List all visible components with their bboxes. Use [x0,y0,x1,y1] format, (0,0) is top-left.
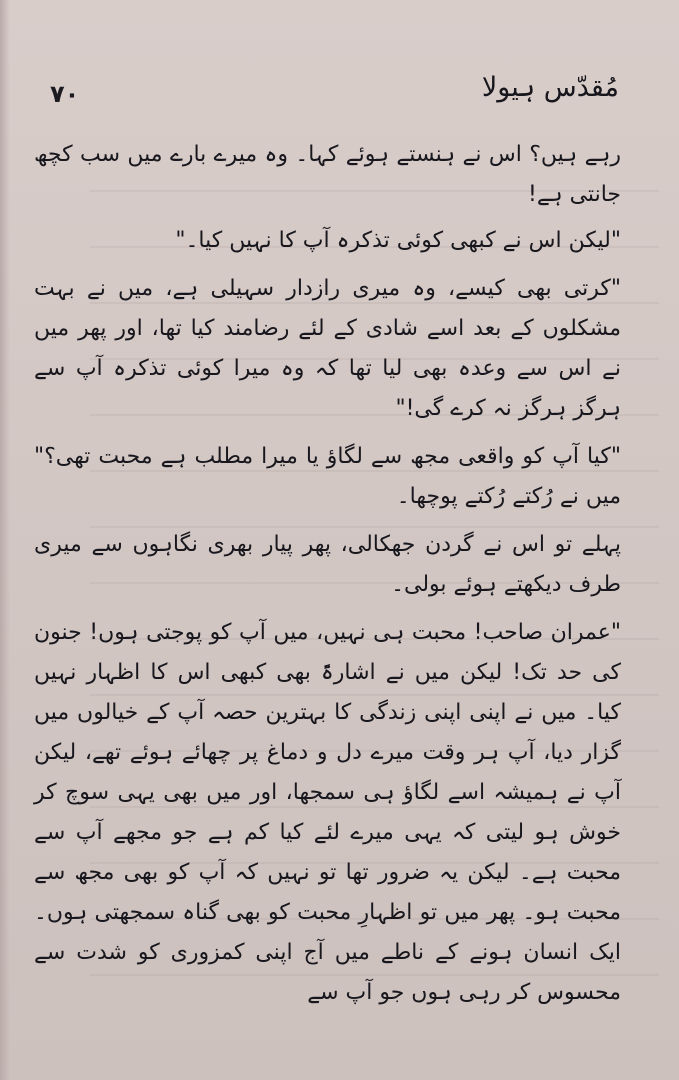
paragraph-1: رہے ہیں؟ اس نے ہنستے ہوئے کہا۔ وہ میرے بارے میں سب کچھ جانتی ہے! [34,142,621,207]
page-number: ٧٠ [50,80,80,108]
running-title: مُقدّس ہیولا [481,72,619,103]
paragraph-6: "عمران صاحب! محبت ہی نہیں، میں آپ کو پوجتی ہوں! جنون کی حد تک! لیکن میں نے اشارۃً بھی کبھی اس کا اظہار نہیں کیا۔ میں نے اپنی اپنی زندگی کا بہترین حصہ آپ کے خیالوں میں گزار دیا، آپ ہر وقت میرے دل و دماغ پر چھائے ہوئے تھے، لیکن آپ نے ہمیشہ اسے لگاؤ ہی سمجھا، اور میں بھی یہی سوچ کر خوش ہو لیتی کہ یہی میرے لئے کیا کم ہے جو مجھے آپ سے محبت ہے۔ لیکن یہ ضرور تھا تو نہیں کہ آپ کو بھی مجھ سے محبت ہو۔ پھر میں تو اظہارِ محبت کو بھی گناہ سمجھتی ہوں۔ ایک انسان ہونے کے ناطے میں آج اپنی کمزوری کو شدت سے محسوس کر رہی ہوں جو آپ سے [34,620,621,1005]
paragraph-4: "کیا آپ کو واقعی مجھ سے لگاؤ یا میرا مطلب ہے محبت تھی؟" میں نے رُکتے رُکتے پوچھا۔ [34,444,621,509]
paragraph-5: پہلے تو اس نے گردن جھکالی، پھر پیار بھری نگاہوں سے میری طرف دیکھتے ہوئے بولی۔ [34,532,621,597]
page-header [40,68,619,118]
page-edge-shadow [0,0,10,1080]
body-text [34,135,621,1021]
paragraph-2: "لیکن اس نے کبھی کوئی تذکرہ آپ کا نہیں کیا۔" [175,228,621,253]
paragraph-3: "کرتی بھی کیسے، وہ میری رازدار سہیلی ہے، میں نے بہت مشکلوں کے بعد اسے شادی کے لئے رضامند کیا تھا، اور پھر میں نے اس سے وعدہ بھی لیا تھا کہ وہ میرا کوئی تذکرہ آپ سے ہرگز ہرگز نہ کرے گی!" [34,276,621,421]
